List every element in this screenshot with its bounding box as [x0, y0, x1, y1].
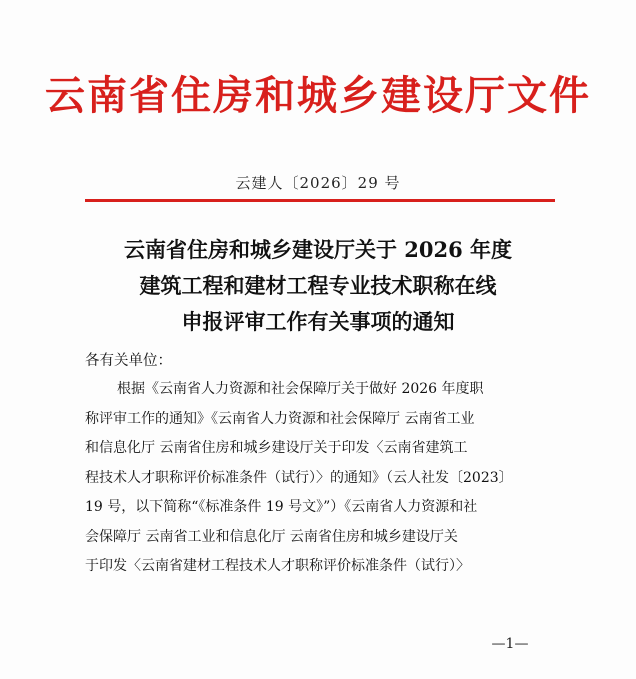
- salutation: 各有关单位：: [85, 353, 172, 369]
- body-paragraph: [85, 375, 555, 582]
- body-line: 程技术人才职称评价标准条件（试行）〉的通知》（云人社发〔2023〕: [85, 469, 513, 486]
- body-line: 于印发〈云南省建材工程技术人才职称评价标准条件（试行）〉: [85, 558, 470, 574]
- body-line: 19 号，以下简称“《标准条件 19 号文》”）《云南省人力资源和社: [85, 499, 478, 515]
- page-number: —1—: [491, 636, 529, 652]
- notice-title-line: 云南省住房和城乡建设厅关于 2026 年度: [123, 237, 513, 262]
- document-number: 云建人〔2026〕29 号: [235, 174, 401, 192]
- document-header-title: 云南省住房和城乡建设厅文件: [45, 72, 591, 119]
- body-line: 根据《云南省人力资源和社会保障厅关于做好 2026 年度职: [117, 381, 484, 397]
- body-line: 称评审工作的通知》《云南省人力资源和社会保障厅 云南省工业: [85, 410, 475, 427]
- notice-title-line: 建筑工程和建材工程专业技术职称在线: [139, 273, 497, 298]
- body-line: 和信息化厅 云南省住房和城乡建设厅关于印发〈云南省建筑工: [85, 440, 468, 456]
- notice-title: [0, 232, 636, 340]
- body-line: 会保障厅 云南省工业和信息化厅 云南省住房和城乡建设厅关: [85, 528, 458, 545]
- notice-title-line: 申报评审工作有关事项的通知: [181, 309, 455, 334]
- red-divider-line: [85, 199, 555, 202]
